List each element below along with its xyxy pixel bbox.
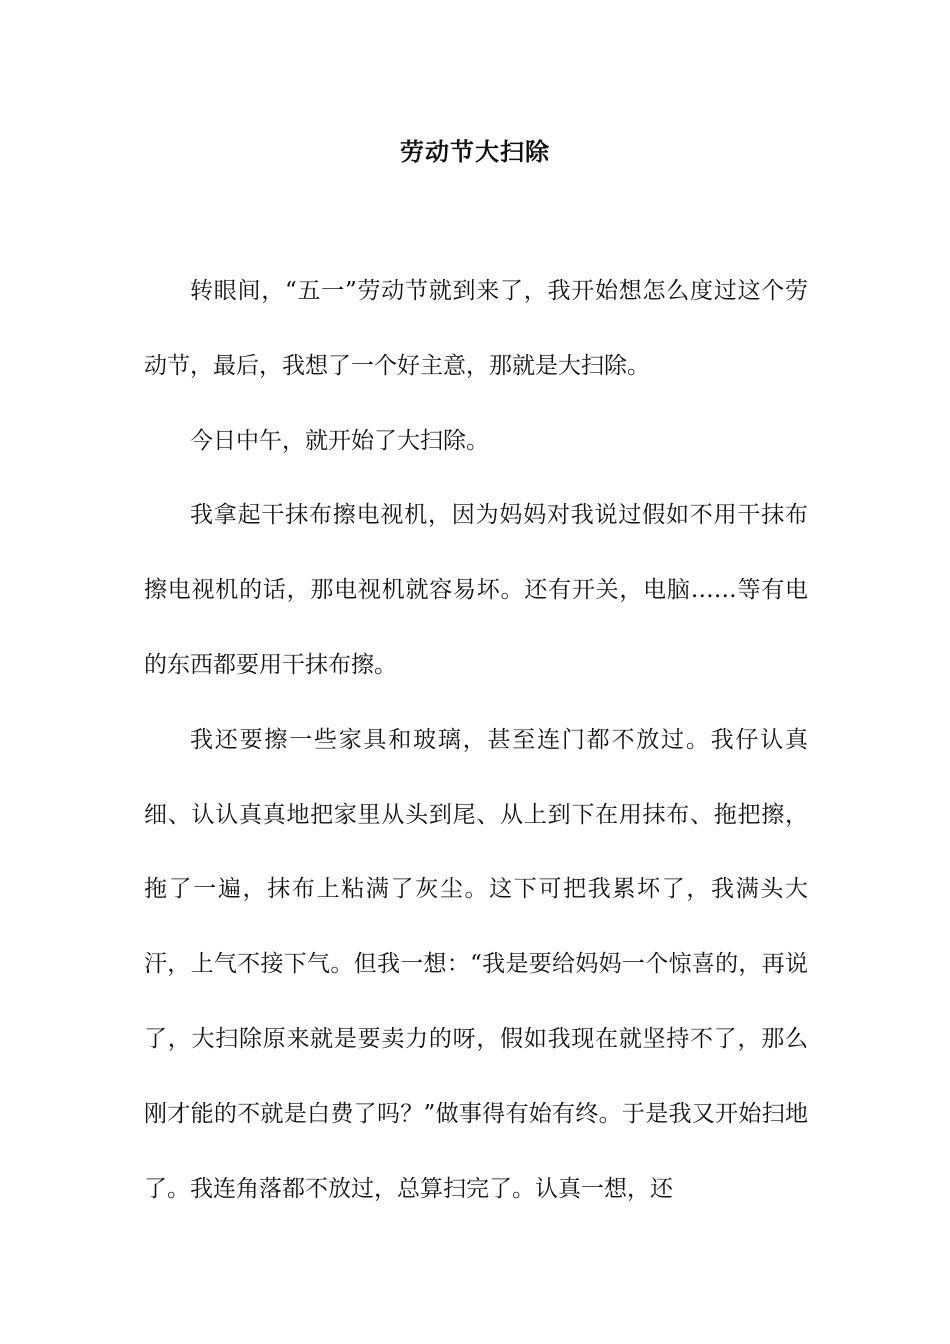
document-body xyxy=(144,254,808,1226)
paragraph-3: 我拿起干抹布擦电视机，因为妈妈对我说过假如不用干抹布擦电视机的话，那电视机就容易坏。还有开关，电脑……等有电的东西都要用干抹布擦。 xyxy=(144,502,808,678)
paragraph-2: 今日中午，就开始了大扫除。 xyxy=(190,427,489,454)
paragraph-1: 转眼间，“五一”劳动节就到来了，我开始想怎么度过这个劳动节，最后，我想了一个好主意，那就是大扫除。 xyxy=(144,278,808,379)
paragraph-4: 我还要擦一些家具和玻璃，甚至连门都不放过。我仔认真细、认认真真地把家里从头到尾、从上到下在用抹布、拖把擦，拖了一遍，抹布上粘满了灰尘。这下可把我累坏了，我满头大汗，上气不接下气。但我一想：“我是要给妈妈一个惊喜的，再说了，大扫除原来就是要卖力的呀，假如我现在就坚持不了，那么刚才能的不就是白费了吗？”做事得有始有终。于是我又开始扫地了。我连角落都不放过，总算扫完了。认真一想，还 xyxy=(144,726,808,1202)
document-title: 劳动节大扫除 xyxy=(400,137,550,166)
